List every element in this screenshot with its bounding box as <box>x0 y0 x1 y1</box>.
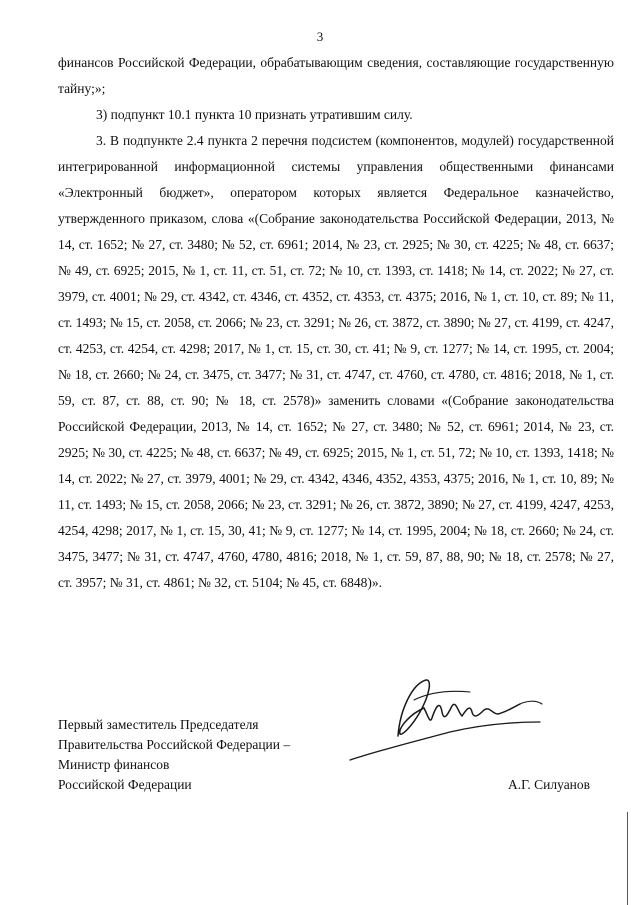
signatory-name: А.Г. Силуанов <box>508 777 591 792</box>
handwritten-signature-icon <box>340 670 550 770</box>
scan-edge-mark <box>626 812 629 905</box>
signatory-title-line: Первый заместитель Председателя <box>58 717 259 732</box>
signatory-title-line: Министр финансов <box>58 757 170 772</box>
signatory-title <box>58 715 358 795</box>
point-3-paragraph: 3. В подпункте 2.4 пункта 2 перечня подсистем (компонентов, модулей) государственной интегрированной информационной системы управления общественными финансами «Электронный бюджет», оператором которых является Федеральное казначейство, утвержденного приказом, слова «(Собрание законодательства Российской Федерации, 2013, № 14, ст. 1652; № 27, ст. 3480; № 52, ст. 6961; 2014, № 23, ст. 2925; № 30, ст. 4225; № 48, ст. 6637; № 49, ст. 6925; 2015, № 1, ст. 11, ст. 51, ст. 72; № 10, ст. 1393, ст. 1418; № 14, ст. 2022; № 27, ст. 3979, ст. 4001; № 29, ст. 4342, ст. 4346, ст. 4352, ст. 4353, ст. 4375; 2016, № 1, ст. 10, ст. 89; № 11, ст. 1493; № 15, ст. 2058, ст. 2066; № 23, ст. 3291; № 26, ст. 3872, ст. 3890; № 27, ст. 4199, ст. 4247, ст. 4253, ст. 4254, ст. 4298; 2017, № 1, ст. 15, ст. 30, ст. 41; № 9, ст. 1277; № 14, ст. 1995, ст. 2004; № 18, ст. 2660; № 24, ст. 3475, ст. 3477; № 31, ст. 4747, ст. 4760, ст. 4780, ст. 4816; 2018, № 1, ст. 59, ст. 87, ст. 88, ст. 90; № 18, ст. 2578)» заменить словами «(Собрание законодательства Российской Федерации, 2013, № 14, ст. 1652; № 27, ст. 3480; № 52, ст. 6961; 2014, № 23, ст. 2925; № 30, ст. 4225; № 48, ст. 6637; № 49, ст. 6925; 2015, № 1, ст. 51, 72; № 10, ст. 1393, 1418; № 14, ст. 2022; № 27, ст. 3979, 4001; № 29, ст. 4342, 4346, 4352, 4353, 4375; 2016, № 1, ст. 10, 89; № 11, ст. 1493; № 15, ст. 2058, 2066; № 23, ст. 3291; № 26, ст. 3872, 3890; № 27, ст. 4199, 4247, 4253, 4254, 4298; 2017, № 1, ст. 15, 30, 41; № 9, ст. 1277; № 14, ст. 1995, 2004; № 18, ст. 2660; № 24, ст. 3475, 3477; № 31, ст. 4747, 4760, 4780, 4816; 2018, № 1, ст. 59, 87, 88, 90; № 18, ст. 2578; № 27, ст. 3957; № 31, ст. 4861; № 32, ст. 5104; № 45, ст. 6848)». <box>58 133 614 590</box>
item-3-paragraph: 3) подпункт 10.1 пункта 10 признать утратившим силу. <box>96 107 413 122</box>
page-number: 3 <box>316 29 324 44</box>
continuation-paragraph: финансов Российской Федерации, обрабатывающим сведения, составляющие государственную тайну;»; <box>58 55 614 96</box>
signatory-title-line: Российской Федерации <box>58 777 192 792</box>
document-body <box>58 50 614 596</box>
signatory-title-line: Правительства Российской Федерации – <box>58 737 291 752</box>
